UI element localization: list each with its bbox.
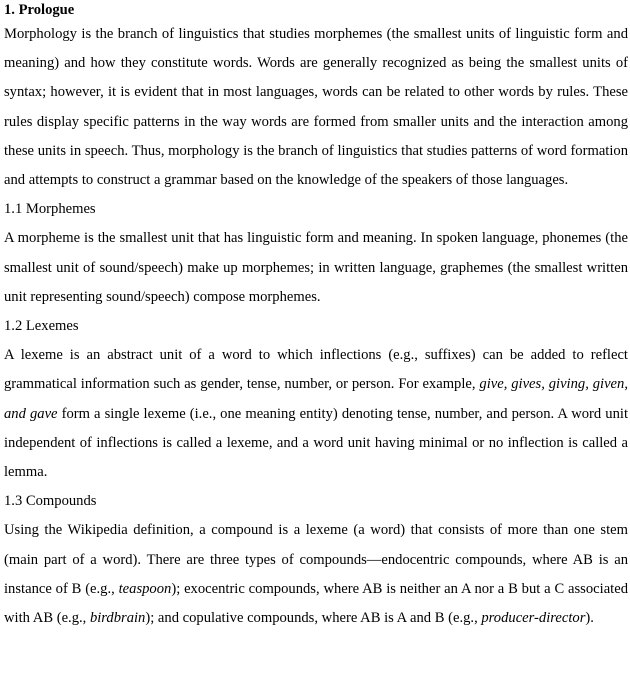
morphemes-paragraph: A morpheme is the smallest unit that has linguistic form and meaning. In spoken language, phonemes (the smallest unit of sound/speech) make up morphemes; in written language, graphemes (the smallest written unit representing sound/speech) compose morphemes. [4,230,628,305]
compounds-text-b: ); exocentric compounds, where AB is neither an A nor a B but a C associated with AB (e.g., [4,580,628,627]
compounds-paragraph [4,516,628,633]
section-title: 1. Prologue [4,2,75,18]
compounds-text-c: ); and copulative compounds, where AB is A and B (e.g., [145,610,482,627]
lexemes-text-a: A lexeme is an abstract unit of a word to which inflections (e.g., suffixes) can be added to reflect grammatical information such as gender, tense, number, or person. For example, [4,347,628,393]
compound-example-producer-director: producer-director [481,610,586,627]
lexemes-heading: 1.2 Lexemes [4,318,79,335]
lexemes-paragraph [4,341,628,487]
compound-example-birdbrain: birdbrain [89,610,146,627]
intro-paragraph: Morphology is the branch of linguistics that studies morphemes (the smallest units of linguistic form and meaning) and how they constitute words. Words are generally recognized as being the smallest units of syntax; however, it is evident that in most languages, words can be related to other words by rules. These rules display specific patterns in the way words are formed from smaller units and the interaction among these units in speech. Thus, morphology is the branch of linguistics that studies patterns of word formation and attempts to construct a grammar based on the knowledge of the speakers of those languages. [4,26,628,189]
document-body [4,0,628,633]
compound-example-teaspoon: teaspoon [118,580,172,597]
morphemes-heading: 1.1 Morphemes [4,201,96,218]
compounds-heading: 1.3 Compounds [4,493,97,510]
lexemes-text-b: form a single lexeme (i.e., one meaning entity) denoting tense, number, and person. A word unit independent of inflections is called a lexeme, and a word unit having minimal or no inflection is called a lemma. [4,405,628,481]
compounds-text-a: Using the Wikipedia definition, a compound is a lexeme (a word) that consists of more than one stem (main part of a word). There are three types of compounds—endocentric compounds, where AB is an instance of B (e.g., [4,522,628,597]
lexemes-examples: give, gives, giving, given, and gave [4,376,628,422]
compounds-text-d: ). [585,610,594,627]
